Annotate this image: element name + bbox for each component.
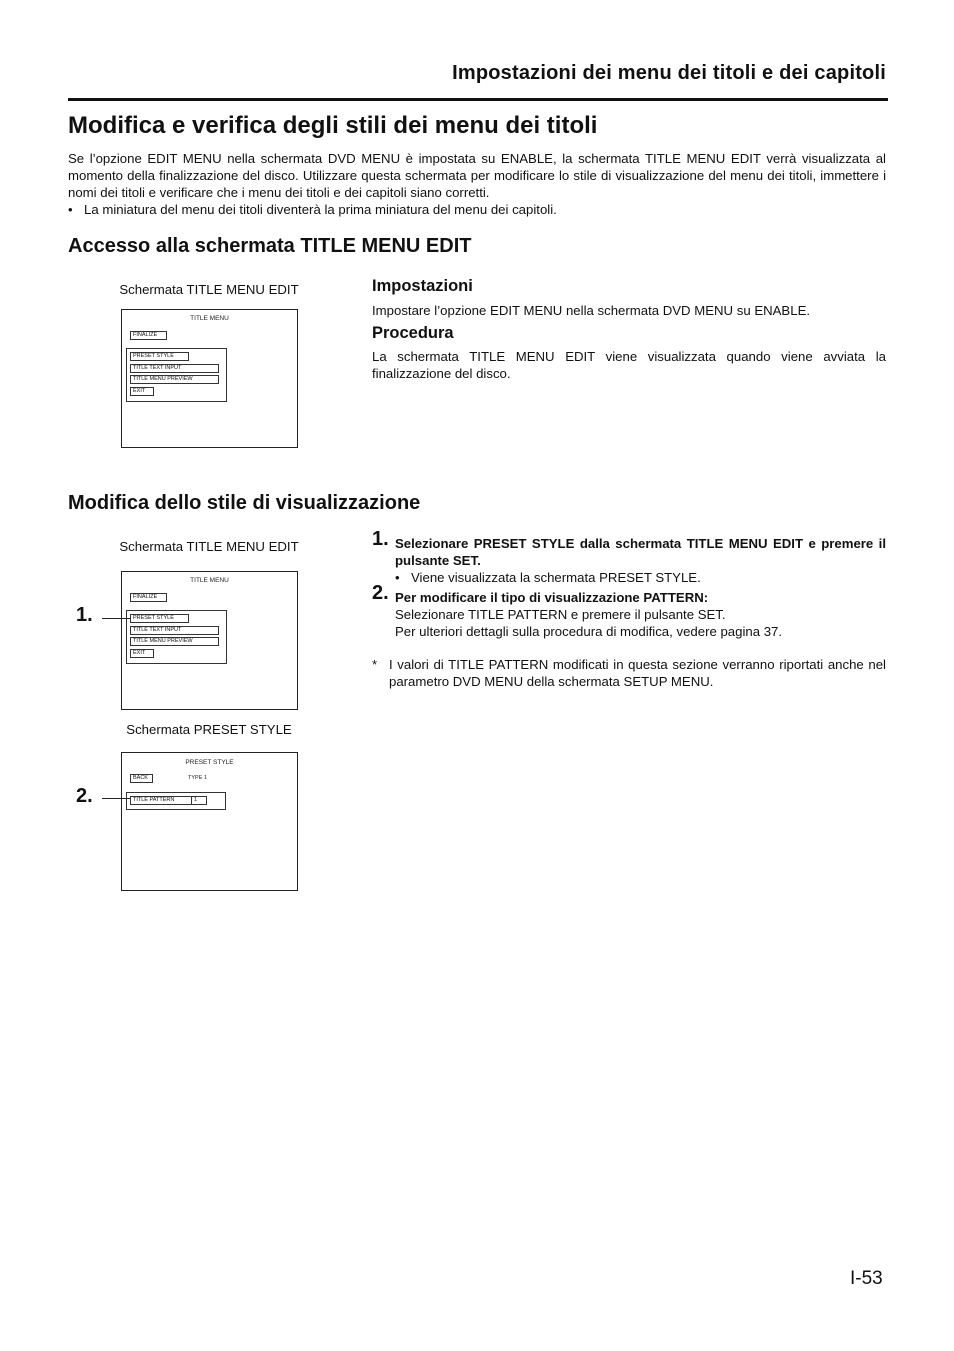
menu-item-preset-style: PRESET STYLE [130,352,189,361]
step-1-bullet-text: Viene visualizzata la schermata PRESET STYLE. [411,570,701,585]
step-1-bullet [395,569,886,586]
title-pattern-box: TITLE PATTERN [130,796,192,805]
finalize-box: FINALIZE [130,331,167,340]
intro-bullet-text: La miniatura del menu dei titoli diventerà la prima miniatura del menu dei capitoli. [84,202,557,217]
title-pattern-value: 1 [191,796,207,805]
step-1-number: 1. [372,528,389,550]
section-style-heading: Modifica dello stile di visualizzazione [68,492,421,514]
menu-item-exit: EXIT [130,649,154,658]
procedure-heading: Procedura [372,324,454,342]
callout-2-line [102,798,130,799]
page-title: Modifica e verifica degli stili dei menu dei titoli [68,112,598,139]
back-box: BACK [130,774,153,783]
menu-item-title-text-input: TITLE TEXT INPUT [130,364,219,373]
note-text: I valori di TITLE PATTERN modificati in questa sezione verranno riportati anche nel parametro DVD MENU della schermata SETUP MENU. [389,657,886,689]
intro-bullet [68,201,886,218]
step-2-line-2: Per ulteriori dettagli sulla procedura di modifica, vedere pagina 37. [395,624,783,639]
title-menu-screen-2 [121,571,298,710]
callout-1-line [102,618,130,619]
callout-1: 1. [76,604,93,626]
title-menu-screen [121,309,298,448]
bullet-symbol: • [68,202,73,217]
step-2-text: Per modificare il tipo di visualizzazione PATTERN: [395,590,709,605]
preset-style-screen [121,752,298,891]
note-symbol: * [372,657,378,672]
page-number: I-53 [850,1268,883,1289]
style-screen-caption-2: Schermata PRESET STYLE [126,722,292,737]
type-label: TYPE 1 [188,775,207,781]
section-header: Impostazioni dei menu dei titoli e dei capitoli [452,62,886,84]
screen-title: PRESET STYLE [185,759,234,766]
style-screen-caption-1: Schermata TITLE MENU EDIT [119,539,299,554]
menu-item-title-menu-preview: TITLE MENU PREVIEW [130,637,219,646]
procedure-text: La schermata TITLE MENU EDIT viene visualizzata quando viene avviata la finalizzazione del disco. [372,349,886,381]
screen-title: TITLE MENU [190,577,229,584]
screen-title: TITLE MENU [190,315,229,322]
access-screen-caption: Schermata TITLE MENU EDIT [119,282,299,297]
menu-item-preset-style: PRESET STYLE [130,614,189,623]
menu-item-title-menu-preview: TITLE MENU PREVIEW [130,375,219,384]
finalize-box: FINALIZE [130,593,167,602]
menu-item-title-text-input: TITLE TEXT INPUT [130,626,219,635]
intro-paragraph: Se l’opzione EDIT MENU nella schermata DVD MENU è impostata su ENABLE, la schermata TITLE MENU EDIT verrà visualizzata al momento della finalizzazione del disco. Utilizzare questa schermata per modificare lo stile di visualizzazione del menu dei titoli, immettere i nomi dei titoli e verificare che i menu dei titoli e dei capitoli siano corretti. [68,151,886,200]
step-2-number: 2. [372,582,389,604]
step-1-text: Selezionare PRESET STYLE dalla schermata TITLE MENU EDIT e premere il pulsante SET. [395,536,886,568]
settings-text: Impostare l’opzione EDIT MENU nella schermata DVD MENU su ENABLE. [372,303,811,318]
settings-heading: Impostazioni [372,277,473,295]
callout-2: 2. [76,785,93,807]
menu-item-exit: EXIT [130,387,154,396]
step-2-line-1: Selezionare TITLE PATTERN e premere il pulsante SET. [395,607,726,622]
section-access-heading: Accesso alla schermata TITLE MENU EDIT [68,235,472,257]
bullet-symbol: • [395,570,400,585]
header-rule [68,98,888,101]
